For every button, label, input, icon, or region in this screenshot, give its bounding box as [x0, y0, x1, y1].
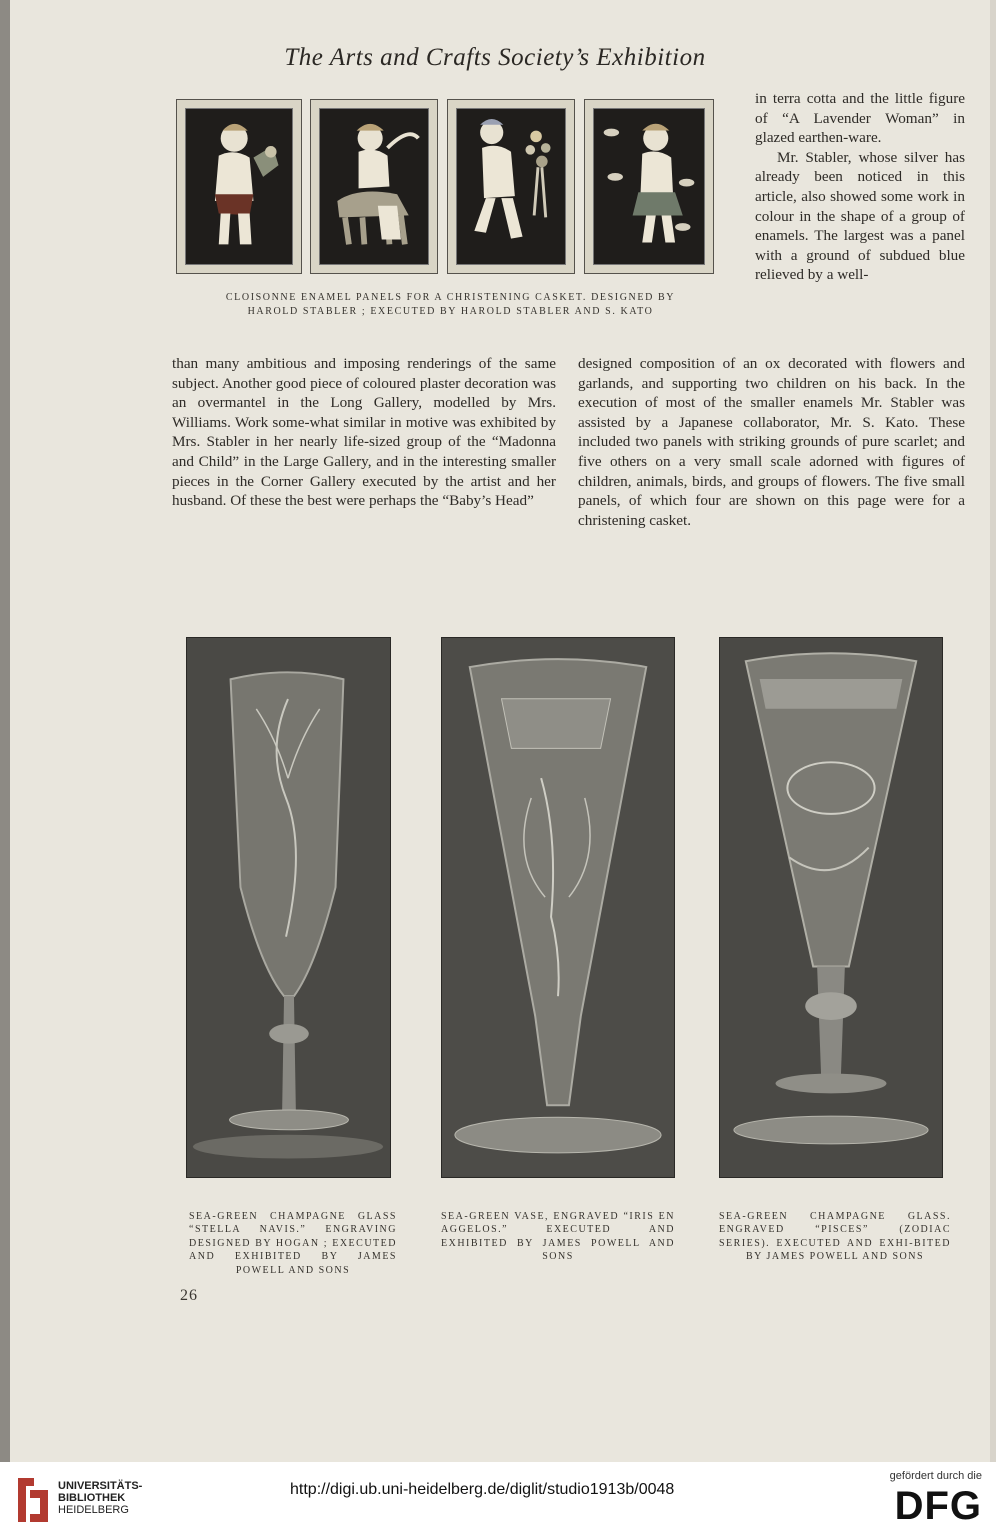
enamel-panel-2 — [310, 99, 438, 274]
pisces-glass-illustration — [720, 638, 942, 1177]
cherub-with-birds-illustration — [594, 109, 704, 264]
enamel-panel-1 — [176, 99, 302, 274]
champagne-glass-illustration — [187, 638, 390, 1177]
permalink-url[interactable]: http://digi.ub.uni-heidelberg.de/diglit/studio1913b/0048 — [290, 1481, 675, 1498]
cherub-on-ox-illustration — [320, 109, 428, 264]
paragraph: than many ambitious and imposing renderings of the same subject. Another good piece of coloured plaster decoration was an overmantel in the Long Gallery, modelled by Mrs. Williams. Work some-what similar in motive was exhibited by Mrs. Stabler in her nearly life-sized group of the “Madonna and Child” in the Large Gallery, and in the interesting smaller pieces in the Corner Gallery executed by the artist and her husband. Of these the best were perhaps the “Baby’s Head” — [172, 355, 556, 510]
page-number: 26 — [180, 1287, 198, 1304]
right-column-text — [755, 89, 965, 285]
paragraph: Mr. Stabler, whose silver has already been noticed in this article, also showed some work in colour in the shape of a group of enamels. The largest was a panel with a ground of subdued blue relieved by a well- — [755, 148, 965, 284]
left-column-text — [172, 354, 556, 511]
cherub-with-flowers-illustration — [186, 109, 292, 264]
paragraph: in terra cotta and the little figure of “A Lavender Woman” in glazed earthen-ware. — [755, 90, 965, 147]
scan-left-edge — [0, 0, 10, 1462]
enamel-panel-4 — [584, 99, 714, 274]
vase-illustration — [442, 638, 674, 1177]
library-name-line-2: BIBLIOTHEK — [58, 1492, 126, 1504]
enamel-panel-3 — [447, 99, 575, 274]
vase-photo-iris-en-aggelos — [441, 637, 675, 1178]
university-library-logo-icon — [14, 1474, 52, 1526]
library-name-line-3: HEIDELBERG — [58, 1504, 129, 1516]
champagne-glass-photo-stella-navis — [186, 637, 391, 1178]
enamel-caption-line-2: HAROLD STABLER ; EXECUTED BY HAROLD STABLER AND S. KATO — [247, 306, 654, 317]
running-title: The Arts and Crafts Society’s Exhibition — [284, 44, 706, 71]
champagne-glass-photo-pisces — [719, 637, 943, 1178]
funded-by-label: gefördert durch die — [889, 1470, 982, 1482]
glass-caption-right: SEA-GREEN CHAMPAGNE GLASS. ENGRAVED “PISCES” (ZODIAC SERIES). EXECUTED AND EXHI-BITED BY JAMES POWELL AND SONS — [719, 1211, 951, 1263]
digitization-footer — [0, 1462, 996, 1536]
paragraph: designed composition of an ox decorated with flowers and garlands, and supporting two children on his back. In the execution of most of the smaller enamels Mr. Stabler was assisted by a Japanese collaborator, Mr. S. Kato. These included two panels with striking grounds of pure scarlet; and five others on a very small scale adorned with figures of children, animals, birds, and groups of flowers. The five small panels, of which four are shown on this page were for a christening casket. — [578, 355, 965, 529]
scan-right-edge — [990, 0, 996, 1462]
glass-caption-left: SEA-GREEN CHAMPAGNE GLASS “STELLA NAVIS.” ENGRAVING DESIGNED BY HOGAN ; EXECUTED AND EXHIBITED BY JAMES POWELL AND SONS — [189, 1211, 397, 1276]
enamel-caption-line-1: CLOISONNE ENAMEL PANELS FOR A CHRISTENING CASKET. DESIGNED BY — [225, 292, 676, 303]
glass-caption-middle: SEA-GREEN VASE, ENGRAVED “IRIS EN AGGELOS.” EXECUTED AND EXHIBITED BY JAMES POWELL AND SONS — [441, 1211, 675, 1263]
university-library-name — [58, 1480, 142, 1516]
middle-column-text — [578, 354, 965, 530]
library-name-line-1: UNIVERSITÄTS- — [58, 1480, 143, 1492]
dfg-logo: DFG — [894, 1484, 982, 1528]
cherub-with-bouquet-illustration — [457, 109, 565, 264]
enamel-caption — [168, 291, 733, 319]
